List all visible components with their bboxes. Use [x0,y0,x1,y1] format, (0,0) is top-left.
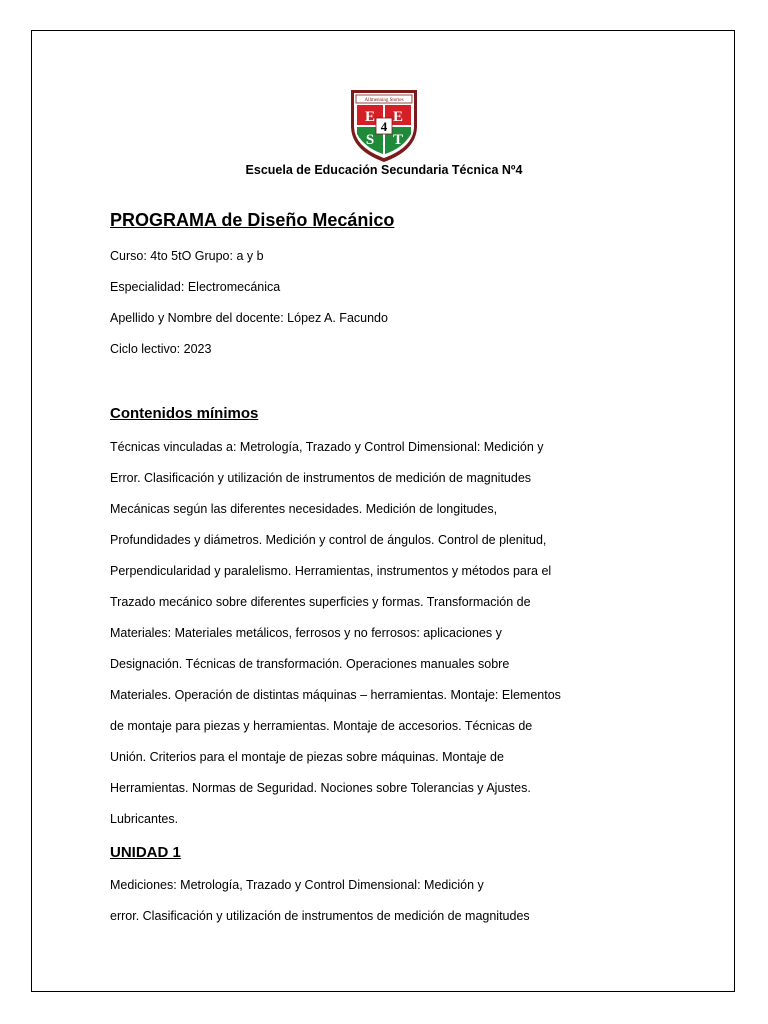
logo-letter-t: T [392,132,404,148]
contenidos-line: Designación. Técnicas de transformación. Operaciones manuales sobre [110,657,510,671]
contenidos-line: Profundidades y diámetros. Medición y control de ángulos. Control de plenitud, [110,533,547,547]
contenidos-line: Error. Clasificación y utilización de instrumentos de medición de magnitudes [110,471,532,485]
contenidos-line: Mecánicas según las diferentes necesidades. Medición de longitudes, [110,502,498,516]
ciclo-line: Ciclo lectivo: 2023 [110,342,212,356]
school-logo [345,86,423,164]
contenidos-line: Lubricantes. [110,812,179,826]
docente-line: Apellido y Nombre del docente: López A. Facundo [110,311,388,325]
school-name: Escuela de Educación Secundaria Técnica Nº4 [245,163,523,177]
contenidos-line: Trazado mecánico sobre diferentes superficies y formas. Transformación de [110,595,531,609]
logo-letter-s: S [365,132,375,148]
unidad-heading: UNIDAD 1 [110,844,181,861]
contenidos-line: Herramientas. Normas de Seguridad. Nociones sobre Tolerancias y Ajustes. [110,781,531,795]
especialidad-line: Especialidad: Electromecánica [110,280,281,294]
contenidos-line: Perpendicularidad y paralelismo. Herramientas, instrumentos y métodos para el [110,564,552,578]
unidad-line: Mediciones: Metrología, Trazado y Control Dimensional: Medición y [110,878,484,892]
unidad-line: error. Clasificación y utilización de instrumentos de medición de magnitudes [110,909,530,923]
contenidos-line: Materiales: Materiales metálicos, ferrosos y no ferrosos: aplicaciones y [110,626,502,640]
contenidos-line: Unión. Criterios para el montaje de piezas sobre máquinas. Montaje de [110,750,504,764]
curso-line: Curso: 4to 5tO Grupo: a y b [110,249,264,263]
contenidos-line: Materiales. Operación de distintas máquinas – herramientas. Montaje: Elementos [110,688,561,702]
logo-number-4: 4 [380,119,388,134]
contenidos-line: Técnicas vinculadas a: Metrología, Trazado y Control Dimensional: Medición y [110,440,544,454]
document-title: PROGRAMA de Diseño Mecánico [110,210,395,230]
logo-letter-e1: E [364,109,376,125]
contenidos-line: de montaje para piezas y herramientas. Montaje de accesorios. Técnicas de [110,719,533,733]
logo-banner-text: Allmenning Stortes [364,98,404,103]
logo-letter-e2: E [392,109,404,125]
contenidos-heading: Contenidos mínimos [110,405,259,422]
